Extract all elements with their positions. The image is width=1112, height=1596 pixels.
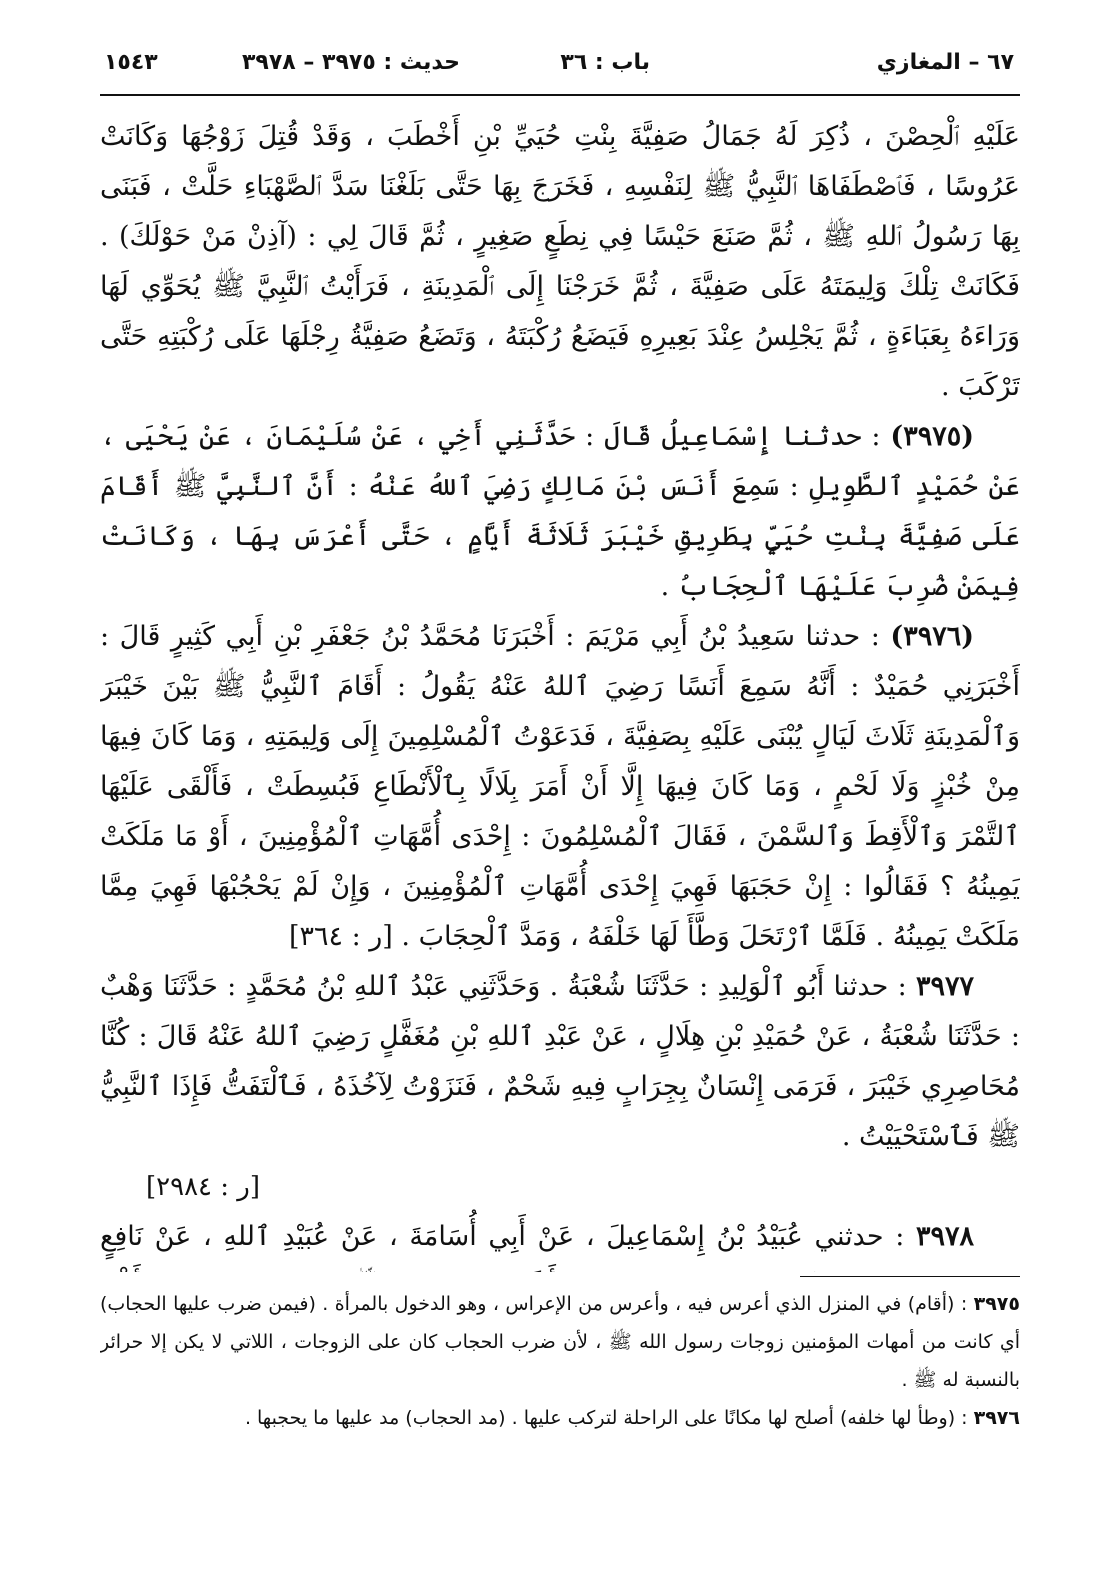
footnote-number: ٣٩٧٥ bbox=[973, 1293, 1020, 1315]
hadith-number: (٣٩٧٥) bbox=[890, 421, 974, 452]
book-page bbox=[100, 38, 1020, 1568]
paragraph-text: : حدثنا إِسْمَاعِيلُ قَالَ : حَدَّثَنِي أَخِي ، عَنْ سُلَيْمَانَ ، عَنْ يَحْيَى ، عَنْ حُمَيْدٍ ٱلطَّوِيلِ : سَمِعَ أَنَسَ بْنَ مَالِكٍ رَضِيَ ٱللهُ عَنْهُ : أَنَّ ٱلنَّبِيَّ ﷺ أَقَامَ عَلَى صَفِيَّةَ بِنْتِ حُيَيٍّ بِطَرِيقِ خَيْبَرَ ثَلَاثَةَ أَيَّامٍ ، حَتَّى أَعْرَسَ بِهَا ، وَكَانَتْ فِيمَنْ ضُرِبَ عَلَيْهَا ٱلْحِجَابُ . bbox=[100, 421, 1020, 602]
hadith-number: (٣٩٧٦) bbox=[890, 621, 974, 652]
bab-number: باب : ٣٦ bbox=[560, 50, 650, 75]
hadith-number: ٣٩٧٧ bbox=[915, 971, 974, 1002]
footnote-text: : (وطأ لها خلفه) أصلح لها مكانًا على الراحلة لتركب عليها . (مد الحجاب) مد عليها ما يحجبها . bbox=[244, 1407, 968, 1429]
footnote-divider bbox=[800, 1276, 1020, 1277]
footnotes bbox=[100, 1276, 1020, 1546]
hadith-paragraph bbox=[100, 962, 1020, 1162]
chapter-title: ٦٧ – المغازي bbox=[876, 50, 1014, 75]
cross-reference: [ر : ٢٩٨٤] bbox=[146, 1172, 261, 1202]
hadith-paragraph bbox=[100, 1212, 1020, 1272]
paragraph-text: عَلَيْهِ ٱلْحِصْنَ ، ذُكِرَ لَهُ جَمَالُ صَفِيَّةَ بِنْتِ حُيَيِّ بْنِ أَخْطَبَ ، وَقَدْ قُتِلَ زَوْجُهَا وَكَانَتْ عَرُوسًا ، فَٱصْطَفَاهَا ٱلنَّبِيُّ ﷺ لِنَفْسِهِ ، فَخَرَجَ بِهَا حَتَّى بَلَغْنَا سَدَّ ٱلصَّهْبَاءِ حَلَّتْ ، فَبَنَى بِهَا رَسُولُ ٱللهِ ﷺ ، ثُمَّ صَنَعَ حَيْسًا فِي نِطَعٍ صَغِيرٍ ، ثُمَّ قَالَ لِي : (آذِنْ مَنْ حَوْلَكَ) . فَكَانَتْ تِلْكَ وَلِيمَتَهُ عَلَى صَفِيَّةَ ، ثُمَّ خَرَجْنَا إِلَى ٱلْمَدِينَةِ ، فَرَأَيْتُ ٱلنَّبِيَّ ﷺ يُحَوِّي لَهَا وَرَاءَهُ بِعَبَاءَةٍ ، ثُمَّ يَجْلِسُ عِنْدَ بَعِيرِهِ فَيَضَعُ رُكْبَتَهُ ، وَتَضَعُ صَفِيَّةُ رِجْلَهَا عَلَى رُكْبَتِهِ حَتَّى تَرْكَبَ . bbox=[100, 121, 1020, 402]
page-number: ١٥٤٣ bbox=[104, 50, 158, 75]
hadith-paragraph bbox=[100, 612, 1020, 962]
footnote bbox=[100, 1285, 1020, 1399]
hadith-paragraph bbox=[100, 412, 1020, 612]
footnote-number: ٣٩٧٦ bbox=[973, 1407, 1020, 1429]
footnote bbox=[100, 1399, 1020, 1437]
hadith-range: حديث : ٣٩٧٥ – ٣٩٧٨ bbox=[242, 50, 460, 75]
hadith-paragraph bbox=[100, 112, 1020, 412]
running-header bbox=[100, 38, 1020, 96]
paragraph-text: : حدثنا سَعِيدُ بْنُ أَبِي مَرْيَمَ : أَخْبَرَنَا مُحَمَّدُ بْنُ جَعْفَرِ بْنِ أَبِي كَثِيرٍ قَالَ : أَخْبَرَنِي حُمَيْدٌ : أَنَّهُ سَمِعَ أَنَسًا رَضِيَ ٱللهُ عَنْهُ يَقُولُ : أَقَامَ ٱلنَّبِيُّ ﷺ بَيْنَ خَيْبَرَ وَٱلْمَدِينَةِ ثَلَاثَ لَيَالٍ يُبْنَى عَلَيْهِ بِصَفِيَّةَ ، فَدَعَوْتُ ٱلْمُسْلِمِينَ إِلَى وَلِيمَتِهِ ، وَمَا كَانَ فِيهَا مِنْ خُبْزٍ وَلَا لَحْمٍ ، وَمَا كَانَ فِيهَا إِلَّا أَنْ أَمَرَ بِلَالًا بِٱلْأَنْطَاعِ فَبُسِطَتْ ، فَأَلْقَى عَلَيْهَا ٱلتَّمْرَ وَٱلْأَقِطَ وَٱلسَّمْنَ ، فَقَالَ ٱلْمُسْلِمُونَ : إِحْدَى أُمَّهَاتِ ٱلْمُؤْمِنِينَ ، أَوْ مَا مَلَكَتْ يَمِينُهُ ؟ فَقَالُوا : إِنْ حَجَبَهَا فَهِيَ إِحْدَى أُمَّهَاتِ ٱلْمُؤْمِنِينَ ، وَإِنْ لَمْ يَحْجُبْهَا فَهِيَ مِمَّا مَلَكَتْ يَمِينُهُ . فَلَمَّا ٱرْتَحَلَ وَطَّأَ لَهَا خَلْفَهُ ، وَمَدَّ ٱلْحِجَابَ . [ر : ٣٦٤] bbox=[100, 621, 1020, 952]
main-text bbox=[100, 112, 1020, 1272]
paragraph-text: : حدثنا أَبُو ٱلْوَلِيدِ : حَدَّثَنَا شُعْبَةُ . وَحَدَّثَنِي عَبْدُ ٱللهِ بْنُ مُحَمَّدٍ : حَدَّثَنَا وَهْبٌ : حَدَّثَنَا شُعْبَةُ ، عَنْ حُمَيْدِ بْنِ هِلَالٍ ، عَنْ عَبْدِ ٱللهِ بْنِ مُغَفَّلٍ رَضِيَ ٱللهُ عَنْهُ قَالَ : كُنَّا مُحَاصِرِي خَيْبَرَ ، فَرَمَى إِنْسَانٌ بِجِرَابٍ فِيهِ شَحْمٌ ، فَنَزَوْتُ لِآخُذَهُ ، فَٱلْتَفَتُّ فَإِذَا ٱلنَّبِيُّ ﷺ فَٱسْتَحْيَيْتُ . bbox=[100, 971, 1020, 1152]
footnote-text: : (أقام) في المنزل الذي أعرس فيه ، وأعرس من الإعراس ، وهو الدخول بالمرأة . (فيمن ضرب عليها الحجاب) أي كانت من أمهات المؤمنين زوجات رسول الله ﷺ ، لأن ضرب الحجاب كان على الزوجات ، اللاتي لا يكن إلا حرائر بالنسبة له ﷺ . bbox=[100, 1293, 1020, 1391]
hadith-number: ٣٩٧٨ bbox=[915, 1221, 974, 1252]
paragraph-text: : حدثني عُبَيْدُ بْنُ إِسْمَاعِيلَ ، عَنْ أَبِي أُسَامَةَ ، عَنْ عُبَيْدِ ٱللهِ ، عَنْ نَافِعٍ bbox=[100, 1221, 905, 1252]
